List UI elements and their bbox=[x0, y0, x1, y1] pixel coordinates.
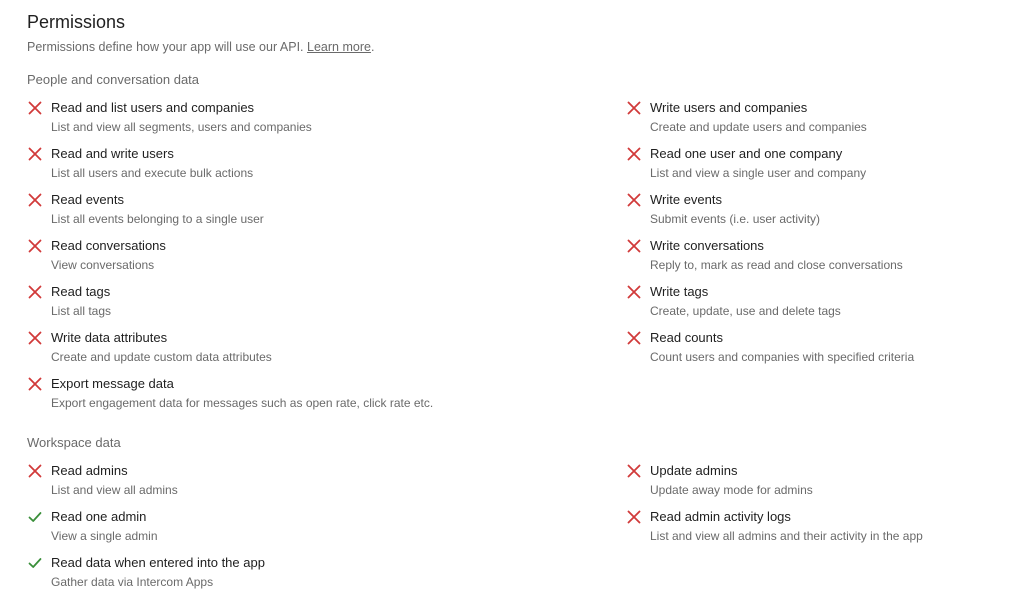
permission-denied-status bbox=[27, 146, 43, 162]
permission-name: Write events bbox=[650, 192, 723, 207]
permission-description: View conversations bbox=[51, 258, 155, 272]
cross-icon bbox=[27, 376, 43, 392]
permission-denied-status bbox=[27, 238, 43, 254]
permission-denied-status bbox=[626, 330, 642, 346]
section-title-people-conversation: People and conversation data bbox=[27, 72, 200, 87]
permission-name: Update admins bbox=[650, 463, 738, 478]
permission-item bbox=[27, 145, 387, 191]
intro-text bbox=[27, 40, 374, 54]
permission-description: Create and update custom data attributes bbox=[51, 350, 272, 364]
permission-name: Write tags bbox=[650, 284, 709, 299]
permission-item bbox=[27, 329, 387, 375]
permission-item bbox=[626, 145, 986, 191]
permission-denied-status bbox=[626, 238, 642, 254]
permission-item bbox=[626, 462, 986, 508]
permission-item bbox=[626, 237, 986, 283]
permission-description: List all events belonging to a single user bbox=[51, 212, 264, 226]
cross-icon bbox=[626, 146, 642, 162]
cross-icon bbox=[626, 330, 642, 346]
permission-denied-status bbox=[27, 100, 43, 116]
permission-item bbox=[626, 191, 986, 237]
permission-description: Submit events (i.e. user activity) bbox=[650, 212, 821, 226]
cross-icon bbox=[626, 238, 642, 254]
permission-name: Write users and companies bbox=[650, 100, 808, 115]
permission-name: Read counts bbox=[650, 330, 723, 345]
cross-icon bbox=[27, 192, 43, 208]
page-title: Permissions bbox=[27, 12, 126, 32]
cross-icon bbox=[27, 463, 43, 479]
permission-name: Write conversations bbox=[650, 238, 764, 253]
permission-name: Read data when entered into the app bbox=[51, 555, 265, 570]
section-workspace-left-column bbox=[27, 462, 387, 600]
intro-suffix: . bbox=[370, 40, 375, 54]
permission-denied-status bbox=[27, 376, 43, 392]
permission-item bbox=[626, 329, 986, 375]
permission-name: Export message data bbox=[51, 376, 174, 391]
cross-icon bbox=[626, 509, 642, 525]
permission-item bbox=[27, 462, 387, 508]
permission-item bbox=[27, 191, 387, 237]
permission-description: Create, update, use and delete tags bbox=[650, 304, 841, 318]
permission-denied-status bbox=[626, 146, 642, 162]
permission-description: View a single admin bbox=[51, 529, 158, 543]
permission-denied-status bbox=[626, 463, 642, 479]
permission-item bbox=[626, 283, 986, 329]
permission-denied-status bbox=[626, 509, 642, 525]
permission-name: Read events bbox=[51, 192, 124, 207]
permission-granted-status bbox=[27, 509, 43, 525]
permission-description: List and view a single user and company bbox=[650, 166, 867, 180]
permission-item bbox=[27, 375, 434, 421]
permission-item bbox=[626, 508, 986, 554]
permission-name: Read conversations bbox=[51, 238, 166, 253]
permission-description: Create and update users and companies bbox=[650, 120, 867, 134]
permission-description: List and view all admins bbox=[51, 483, 178, 497]
checkmark-icon bbox=[27, 555, 43, 571]
permission-description: Gather data via Intercom Apps bbox=[51, 575, 214, 589]
checkmark-icon bbox=[27, 509, 43, 525]
cross-icon bbox=[626, 284, 642, 300]
permission-name: Read and write users bbox=[51, 146, 174, 161]
intro-description: Permissions define how your app will use our API. bbox=[27, 40, 304, 54]
permission-name: Read admins bbox=[51, 463, 128, 478]
cross-icon bbox=[27, 100, 43, 116]
cross-icon bbox=[626, 100, 642, 116]
cross-icon bbox=[626, 192, 642, 208]
permission-description: Update away mode for admins bbox=[650, 483, 813, 497]
permission-name: Read admin activity logs bbox=[650, 509, 791, 524]
cross-icon bbox=[27, 238, 43, 254]
permission-name: Read and list users and companies bbox=[51, 100, 255, 115]
section-people-left-column bbox=[27, 99, 434, 421]
permission-denied-status bbox=[27, 192, 43, 208]
section-title-workspace: Workspace data bbox=[27, 435, 121, 450]
permission-item bbox=[27, 237, 387, 283]
permission-item bbox=[27, 554, 387, 600]
permission-name: Read tags bbox=[51, 284, 111, 299]
permission-denied-status bbox=[626, 284, 642, 300]
cross-icon bbox=[27, 284, 43, 300]
permission-denied-status bbox=[27, 463, 43, 479]
permission-denied-status bbox=[27, 284, 43, 300]
permission-name: Read one admin bbox=[51, 509, 147, 524]
permission-item bbox=[27, 283, 387, 329]
permission-item bbox=[27, 99, 387, 145]
permission-item bbox=[27, 508, 387, 554]
permission-description: Count users and companies with specified criteria bbox=[650, 350, 915, 364]
permission-denied-status bbox=[626, 192, 642, 208]
permission-description: List all tags bbox=[51, 304, 112, 318]
cross-icon bbox=[27, 146, 43, 162]
permission-description: Reply to, mark as read and close conversations bbox=[650, 258, 903, 272]
permission-description: List all users and execute bulk actions bbox=[51, 166, 254, 180]
permission-description: List and view all admins and their activity in the app bbox=[650, 529, 923, 543]
permission-item bbox=[626, 99, 986, 145]
permission-denied-status bbox=[626, 100, 642, 116]
permission-description: List and view all segments, users and companies bbox=[51, 120, 312, 134]
section-people-right-column bbox=[626, 99, 986, 375]
permission-name: Read one user and one company bbox=[650, 146, 843, 161]
permission-name: Write data attributes bbox=[51, 330, 168, 345]
permission-description: Export engagement data for messages such as open rate, click rate etc. bbox=[51, 396, 434, 410]
permission-denied-status bbox=[27, 330, 43, 346]
learn-more-link[interactable]: Learn more bbox=[307, 40, 371, 54]
cross-icon bbox=[626, 463, 642, 479]
section-workspace-right-column bbox=[626, 462, 986, 554]
permission-granted-status bbox=[27, 555, 43, 571]
cross-icon bbox=[27, 330, 43, 346]
